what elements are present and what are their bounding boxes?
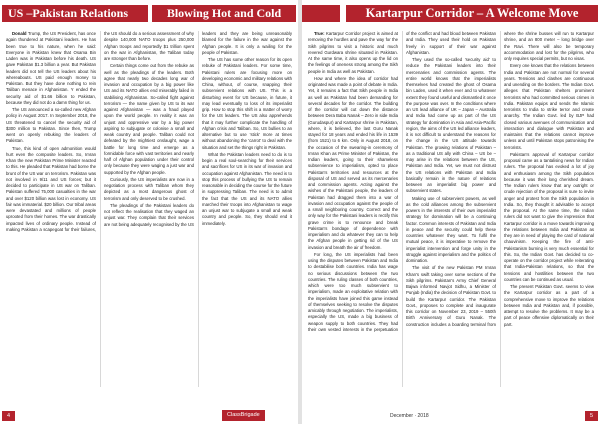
article-paragraph <box>308 76 398 251</box>
article-paragraph <box>104 177 194 202</box>
article-paragraph <box>406 196 496 265</box>
right-page-title: Kartarpur Corridor – A Welcome Move <box>346 5 598 22</box>
paragraph-text: The pleadings of the Pakistani leaders do not reflect the realisation that they waged an unjust war. They complain that their services are not being adequately recognised by the US leaders and they are being unreasonably blamed for the failure in the war against the Afghan people. It is only a wailing for the people of Pakistan. <box>104 31 292 227</box>
left-page-subtitle: Blowing Hot and Cold <box>152 5 296 22</box>
paragraph-text: The present Pakistan Govt. seems to view the Kartarpur corridor as a part of a comprehensive move to improve the relations between India and Pakistan and, if possible, attempt to resolve the problems. It may be a part of peace offensive diplomatically on their part. <box>504 284 594 327</box>
paragraph-text: Kartarpur Corridor project is aimed at removing the hurdles and pave the way for the Sikh pilgrims to visit a historic and much revered Gurdwara shrine situated in Pakistan. At the same time, it also opens up the lid on the feelings of oneness strong among the Sikh people in India as well as Pakistan. <box>308 31 398 74</box>
right-page-number: 5 <box>585 411 598 421</box>
paragraph-text: The US has some other reason for its open rebuke of Pakistani leaders. For some time, Pakistani rulers are focusing more on developing economic and military relations with China, without, of course, snapping their subservient relations with US. This is a disturbing event for US because, in future, it may lead eventually to loss of its imperialist grip. How to stop this shift is a matter of worry for the US leaders. The US also apprehends that it may further complicate the handling of Afghan crisis and Taliban. So, US bullies to an alternative but to use 'stick' more at times without abandoning the 'carrot' to deal with the situation and set the things right in Pakistan. <box>202 57 292 150</box>
paragraph-text: What the Pakistan leaders need to do is to begin a real soul-searching for their services and sacrifices for US in its war of invasion and occupation against Afghanistan. The need is to stop this process of bullying the US to remain reasonable in deciding the course for the future in suppressing Taliban. The need is to admit the fact that the US and its NATO allies marched their troops into Afghanistan to wage an unjust war to subjugate a small and weak country and people. So, they should end it immediately. <box>202 151 292 226</box>
paragraph-text: Curiously, the US imperialists are now in a negotiation process with Taliban whom they depicted as a most dangerous ghost of terrorism and only deserved to be crushed. <box>104 176 194 201</box>
paragraph-text: The visit of the new Pakistan PM Imran Khan's swift taking over some sections of the Sikh pilgrims. Pakistan's Army Chief General Bajwa informed Navjot Sidhu, a Minister of Punjab (India) the decision of Pakistan Govt. to build the Kartarpur corridor. The Pakistan Govt., proposes to complete and inaugurate this corridor on November 23, 2019 – 550th Birth Anniversary of Guru Nanak. The construction includes a boarding terminal from where the shrine busses will run to Kartarpur shrine, and an 800 meter – long bridge over the Ravi. There will also be temporary accommodation and lost for the pilgrims, who only requires special permits, but no visas. <box>406 31 594 327</box>
issue-date: December · 2018 <box>390 413 429 419</box>
right-article-body <box>308 31 594 387</box>
article-paragraph <box>504 63 594 151</box>
article-paragraph <box>504 284 594 328</box>
article-paragraph <box>202 152 292 227</box>
left-article-body <box>6 31 292 387</box>
article-paragraph <box>202 57 292 151</box>
paragraph-lead: Donald <box>12 31 27 36</box>
article-paragraph <box>6 31 96 106</box>
paragraph-text: They used the so-called 'security aid' to reduce the Pakistani leaders into their mercenaries and commission agents. The entire world knows that the imperialists themselves had created the ghost of Osama bin Laden, used it when ever and to whatever extent they found useful and dismantled it once the purpose was over. In the conditions where an US lead alliance of UK – Japan – Australia and India had come up as part of the US strategy for domination in Asia and Asia-Pacific region, the aims of the US led alliance leaders, it is not difficult to understand the reasons for the change in the US attitude towards Pakistan. The growing relations of Pakistan – as a traditional US ally with China – US be – may arise in the relations between the US, Pakistan and India. Yet, we must not distrust the US relations with Pakistan and India basically remain in the nature of relations between an imperialist big power and subservient states. <box>406 57 496 194</box>
right-page-header-tab <box>302 5 340 22</box>
left-page-number: 4 <box>2 411 15 421</box>
brand-label: ClassBrigade <box>222 410 265 421</box>
paragraph-text: Pakistan's approval of Kartarpur corridor proposal came as a tantalising news for Indian rulers. The proposal has evoked a lot of joy and enthusiasm among the Sikh population because it was their long cherished dream. The Indian rulers know that any outright or crude rejection of the proposal is sure to invite anger and protest from the Sikh population in India. So, they thought it advisable to accept the proposal. At the same time, the Indian rulers did not want to give the impression that Kartarpur corridor is a move towards improving the relations between India and Pakistan as they are in need of playing the card of national chauvinism. Keeping the fire of anti-Pakistanism burning is very much essential for this. So, the Indian Govt. has decided to co-operate on the corridor project while reiterating that India-Pakistan relations, so that the tensions and hostilities between the two countries can be continued as usual. <box>504 151 594 282</box>
article-paragraph <box>308 31 398 75</box>
article-paragraph <box>504 152 594 283</box>
paragraph-text: How and where the idea of corridor had originated was made a point of debate in India. Yet, it remains a fact that Sikh people in India as well as Pakistan had been demanding for several decades for the corridor. The building of the corridor will cut down the distance between Dera Baba Nanak – Zero in side India (Gurudaspur) and Kartarpur shrine in Pakistan, where, it is believed, the last Guru Nanak stayed for 18 years and ended his life in 1539 (from 1521) to 6 km. Only in August 2018, on the occasion of the swearing-in ceremony of Imran Khan as Prime Minister of Pakistan, the Indian leaders, going to their shameless subservience to imperialism, opted to place Pakistan's territories and resources at the disposal of US and served as its mercenaries and commission agents. Acting against the wishes of the Pakistani people, the leaders of Pakistan had dragged them into a war of invasion and occupation against the people of a small neighboring country. Correct and the only way for the Pakistani leaders is rectify this grave crime is to renounce and break Pakistan's bondage of dependence with imperialism and do whatever they can to help the Afghan people in getting rid of the US invasion and breath the air of freedom. <box>308 75 398 250</box>
paragraph-text: Making use of subservient powers, as well as the cold alliances among the subservient powers in the interests of their own imperialist strategy for domination will be a continuing factor. Common interests of Pakistan and India in peace and the security could help these countries whatever they want. To fulfil the mutual peace, it is imperative to remove the imperialist intervention and forge unity in the struggle against imperialism and the politics of domination. <box>406 195 496 263</box>
article-paragraph <box>6 107 96 145</box>
left-page-title: US –Pakistan Relations <box>2 5 148 22</box>
right-page <box>302 0 600 424</box>
paragraph-text: Certain things come out from the rebuke as well as the pleadings of the leaders. Both agree that nearly two decades long war of invasion and occupation by a big power like US and its NATO allies end miserably failed in stabilising Afghanistan. So-called fight against terrorism — the name given by US to its war against Afghanistan — was a fraud played upon the world people. In reality it was an unjust and oppressive war by a big power aspiring to subjugate or colonise a small and weak country and people. Taliban could not defeated by the mightiest onslaught, wage a battle for long time and emerge as a formidable force with vast territories and nearly half of Afghan population under their control only because they were waging a just war and supported by the Afghan people. <box>104 63 194 175</box>
paragraph-text: The US announced a so-called new Afghan policy in August 2017. In September 2018, the US threatened to cancel the security aid of $300 million to Pakistan. Since then, Trump went on openly rebuking the leaders of Pakistan. <box>6 107 96 144</box>
paragraph-lead: True: <box>314 31 325 36</box>
paragraph-text: Trump, the US President, has once again thundered at Pakistani leaders. He has been true to his nature, when he said: Everyone in Pakistan knew that Osama Bin Laden was in Pakistan before his death. US gave Pakistan $1.3 billion a year. But Pakistan leaders did not tell the US leaders about his whereabouts. US paid enough money to Pakistan. But they have done nothing to rein Taliban menace in Afghanistan. Y ended the security aid of $1.66 billion to Pakistan, because they did not do a damn thing for us. <box>6 31 96 105</box>
paragraph-text: True, this kind of open admonition would hurt even the composite leaders. So, Imran Khan the new Pakistan Prime Minister reacted to this. He pleaded that Pakistan had borne the brunt of the US war on terrorism. Pakistan was not involved in 9/11 and US forces; but it decided to participate in US war on Taliban. Pakistan suffered 75,000 casualties in the war and over $120 billion was lost in economy. US fair was immaterial. $20 billion. Our tribal areas were devastated and millions of people uprooted from their homes. The war drastically impacted lives of ordinary people. Instead of making Pakistan a scapegoat for their failures, the US should do a serious assessment of why despite 140,000 NATO troops plus 250,000 Afghan troops and reportedly $1 trillion spent on the war in Afghanistan, the Taliban today are stronger than before. <box>6 31 194 232</box>
left-page <box>0 0 298 424</box>
paragraph-text: Every one knows that the relations between India and Pakistan are not normal for several years. Tensions and clashes are continuous and unending on the borders. The Indian Govt. alleges that Pakistan shelters prominent terrorists who had committed serious crimes in India. Pakistan equips and sends the Islamic terrorists to India to strike terror and create anarchy. The Indian Govt. led by BJP had closed various avenues of communication and interaction and dialogue with Pakistan and maintains that the relations cannot improve unless and until Pakistan stops patronising the terrorists. <box>504 63 594 150</box>
article-paragraph <box>406 57 496 195</box>
article-paragraph <box>104 63 194 176</box>
paragraph-text: For long, the US imperialists had been using the disputes between Pakistan and India to destabilise both countries. India has wage no serious discussions between the two countries. The ruling classes of both countries, which were too much subservient to imperialism, made an exploitative relation with the imperialists have joined this game instead of themselves seeking to resolve the disputes amicably through negotiation. The imperialists, especially the US, made a big business of weapon supply to both countries. They had their own vested interests in the perpetuation of the conflict and had blood between Pakistan and India. They used their hold on Pakistan freely in support of their war against Afghanistan. <box>308 31 496 332</box>
